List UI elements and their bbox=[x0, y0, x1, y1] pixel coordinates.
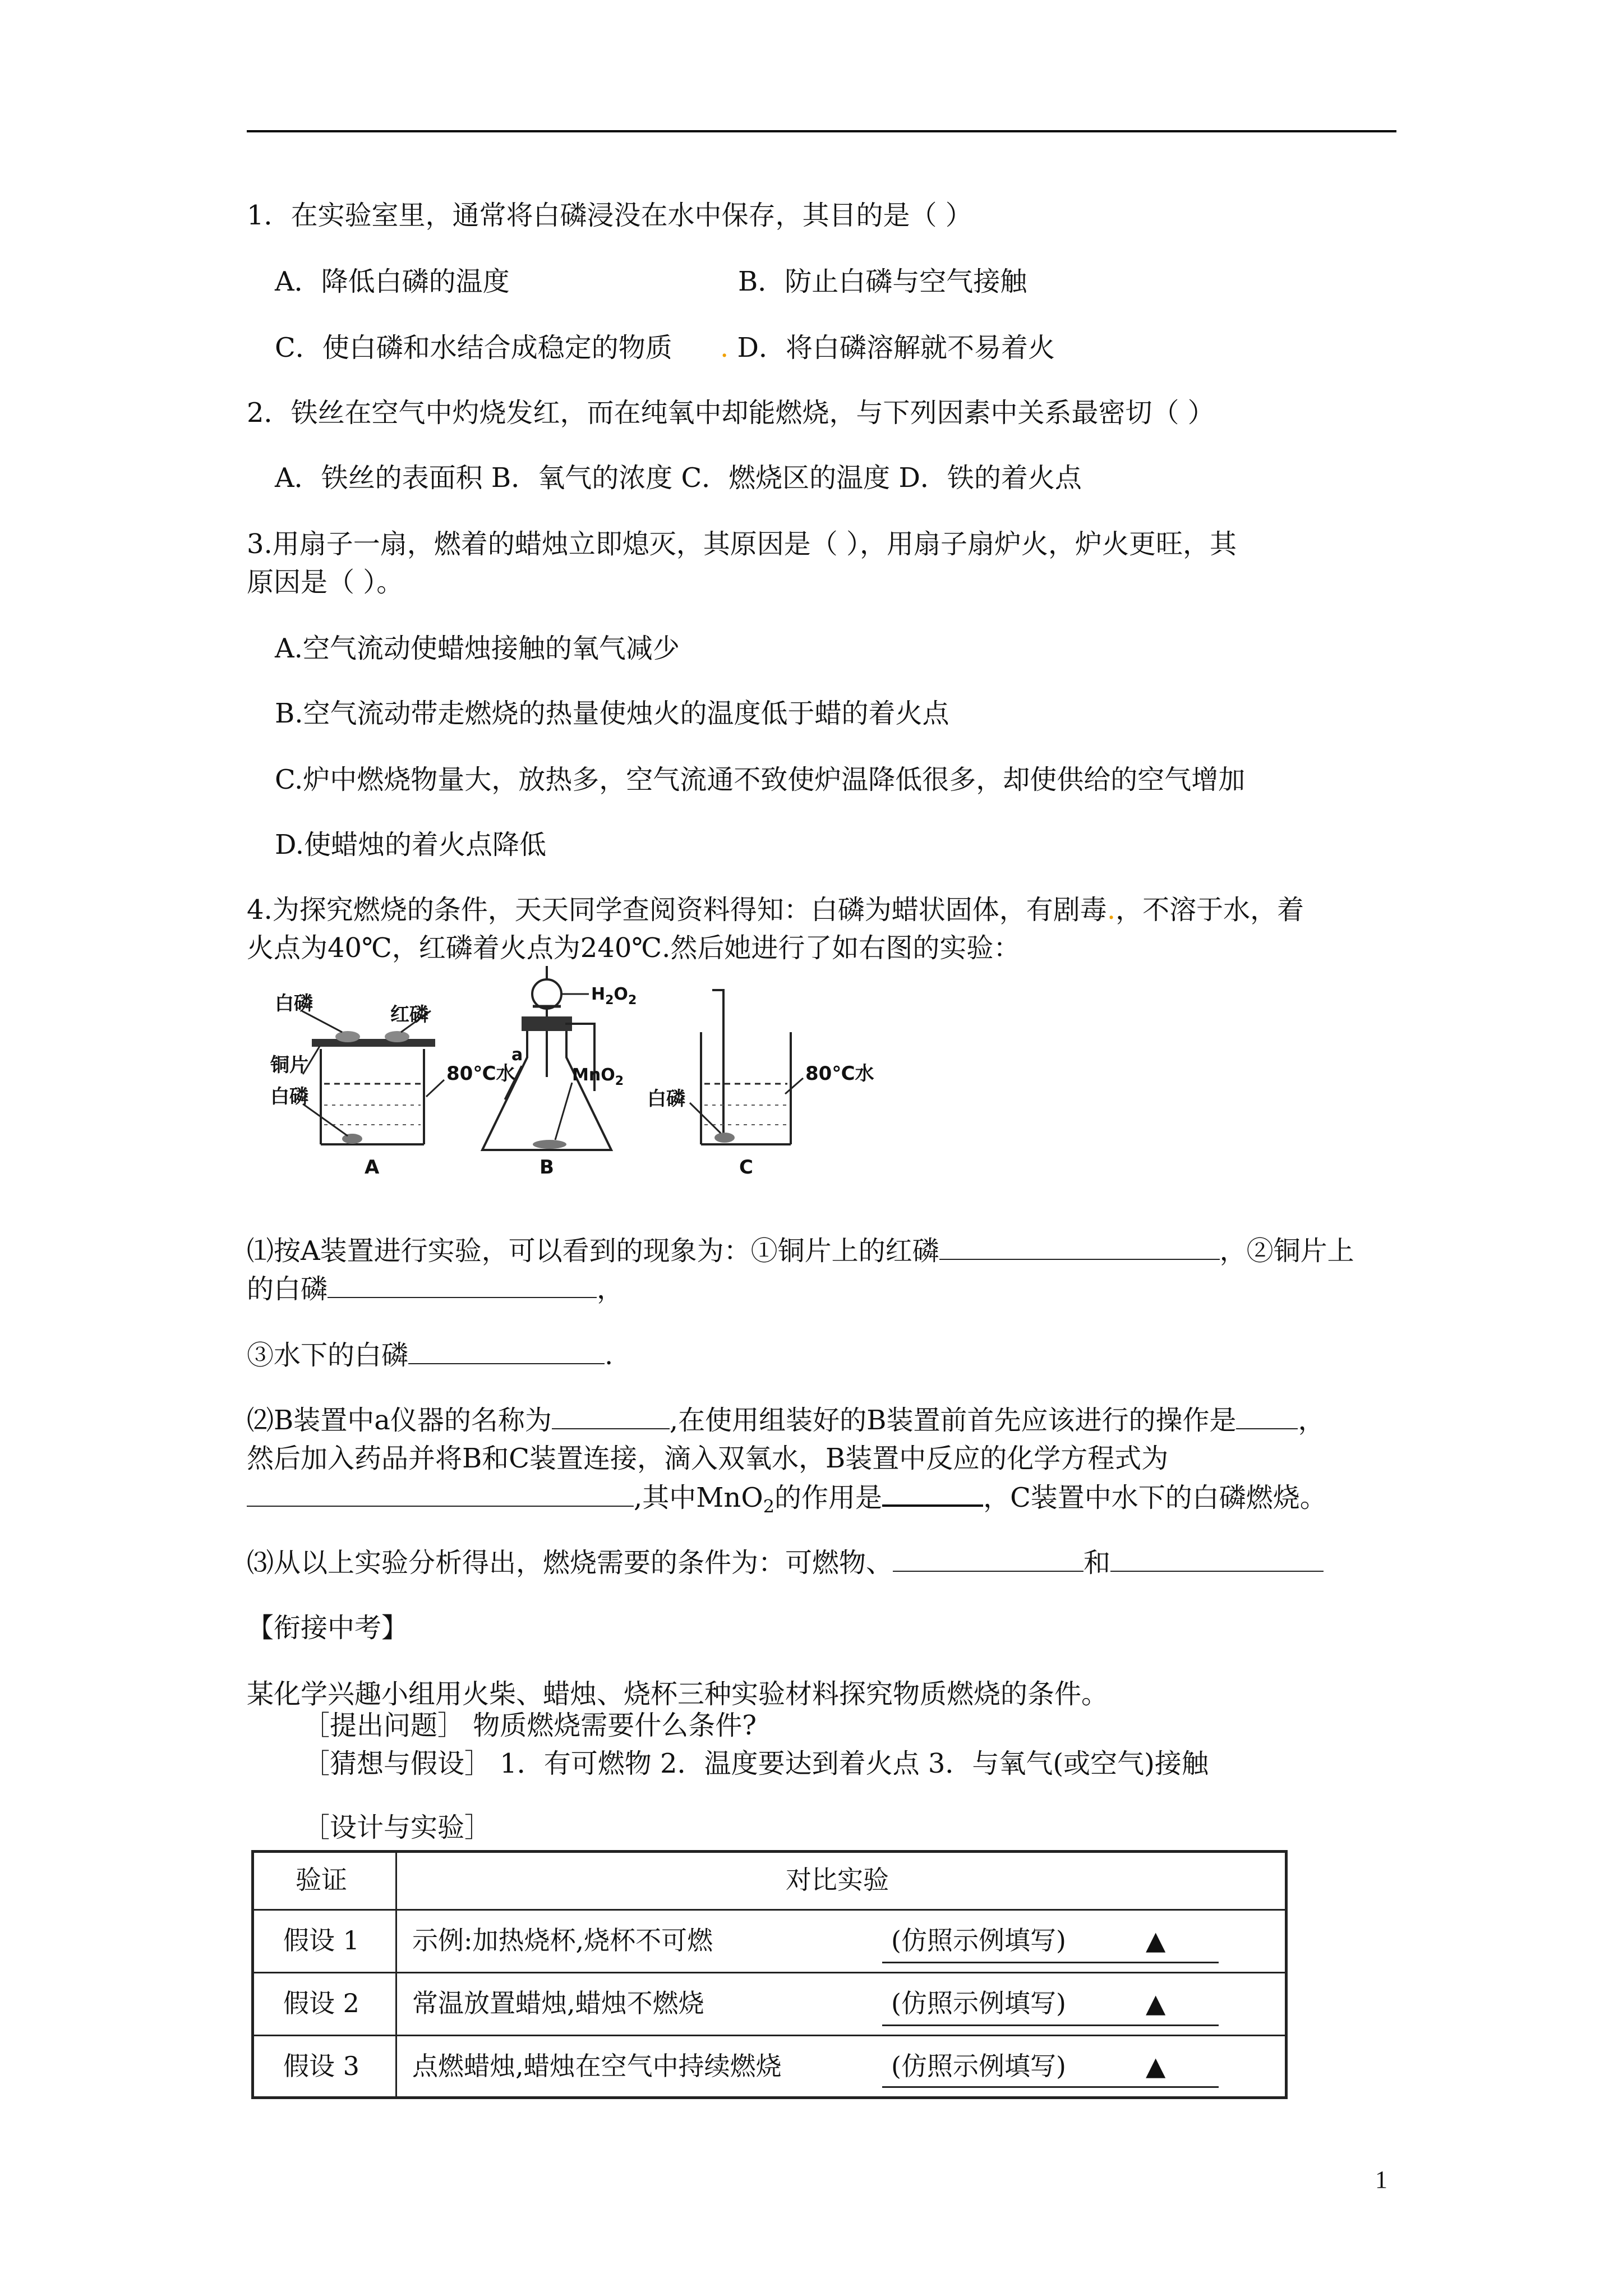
apparatus-a bbox=[270, 992, 515, 1178]
q1-option-d-text: D．将白磷溶解就不易着火 bbox=[737, 332, 1055, 364]
q4-part1-line3 bbox=[247, 1338, 613, 1372]
q1-stem: 1．在实验室里，通常将白磷浸没在水中保存，其目的是（ ） bbox=[247, 200, 972, 231]
table-divider-row2 bbox=[254, 1972, 1285, 1973]
table-divider-vertical bbox=[395, 1853, 397, 2096]
answer-blank-condition-1[interactable] bbox=[893, 1546, 1083, 1572]
answer-blank-underwater-phosphorus[interactable] bbox=[408, 1338, 605, 1364]
separatory-funnel bbox=[532, 979, 561, 1009]
row3-example: 点燃蜡烛,蜡烛在空气中持续燃烧 bbox=[412, 2051, 782, 2081]
answer-blank-red-phosphorus[interactable] bbox=[939, 1234, 1220, 1260]
q1-option-d bbox=[720, 331, 1055, 365]
row2-answer-line[interactable] bbox=[882, 2024, 1219, 2026]
row3-triangle-icon: ▲ bbox=[1146, 2051, 1166, 2081]
inlet-tube bbox=[712, 990, 723, 1133]
q4-part2-line2: 然后加入药品并将B和C装置连接，滴入双氧水，B装置中反应的化学方程式为 bbox=[247, 1443, 1169, 1474]
row2-hint: (仿照示例填写) bbox=[891, 1988, 1066, 2018]
q4-part2-line1 bbox=[247, 1404, 1325, 1437]
label-c-white-phosphorus: 白磷 bbox=[647, 1088, 685, 1110]
row3-hint: (仿照示例填写) bbox=[891, 2051, 1066, 2081]
header-rule bbox=[247, 130, 1396, 132]
section-intro: 某化学兴趣小组用火柴、蜡烛、烧杯三种实验材料探究物质燃烧的条件。 bbox=[247, 1678, 1109, 1710]
stopper bbox=[522, 1016, 572, 1031]
apparatus-c bbox=[647, 990, 874, 1178]
q3-option-b: B.空气流动带走燃烧的热量使烛火的温度低于蜡的着火点 bbox=[275, 698, 949, 729]
q3-stem-2: 原因是（ ）。 bbox=[247, 567, 404, 598]
q4-part1-text-f: . bbox=[605, 1340, 614, 1371]
answer-blank-first-operation[interactable] bbox=[1236, 1404, 1298, 1429]
label-a: A bbox=[365, 1156, 380, 1178]
label-b-a: a bbox=[511, 1045, 523, 1065]
copper-plate bbox=[312, 1039, 435, 1047]
row2-verify: 假设 2 bbox=[283, 1988, 359, 2018]
q4-part1-text-d: ， bbox=[597, 1273, 624, 1305]
mno2-subscript: 2 bbox=[763, 1496, 775, 1517]
label-b-h2o2: $H_2O_2$ bbox=[591, 984, 637, 1007]
label-b-mno2: MnO$_2$ bbox=[572, 1065, 624, 1088]
q1-option-b: B．防止白磷与空气接触 bbox=[738, 266, 1027, 297]
q4-part2-text-e: ,其中MnO bbox=[634, 1482, 763, 1513]
row3-verify: 假设 3 bbox=[283, 2051, 359, 2081]
q4-part2-text-g: ，C装置中水下的白磷燃烧。 bbox=[983, 1482, 1327, 1513]
q4-part2-text-f: 的作用是 bbox=[774, 1482, 883, 1513]
row1-hint: (仿照示例填写) bbox=[891, 1925, 1066, 1955]
label-a-water: 80℃水 bbox=[446, 1062, 515, 1085]
section-title: 【衔接中考】 bbox=[247, 1612, 409, 1644]
q4-part1-text-e: ③水下的白磷 bbox=[247, 1340, 409, 1371]
q2-stem: 2．铁丝在空气中灼烧发红，而在纯氧中却能燃烧，与下列因素中关系最密切（ ） bbox=[247, 397, 1215, 429]
q3-option-d: D.使蜡烛的着火点降低 bbox=[275, 829, 547, 861]
table-header-verify: 验证 bbox=[296, 1865, 347, 1895]
q4-part3-text-a: ⑶从以上实验分析得出，燃烧需要的条件为：可燃物、 bbox=[247, 1547, 893, 1579]
table-divider-row1 bbox=[254, 1909, 1285, 1911]
label-a-white-phosphorus-water: 白磷 bbox=[270, 1085, 308, 1108]
row2-triangle-icon: ▲ bbox=[1146, 1988, 1166, 2018]
answer-blank-instrument-name[interactable] bbox=[552, 1404, 670, 1429]
q4-part1-text-c: 的白磷 bbox=[247, 1273, 328, 1305]
q4-part1-text-b: ，②铜片上 bbox=[1219, 1235, 1354, 1267]
answer-blank-condition-2[interactable] bbox=[1110, 1546, 1324, 1572]
q4-part2-line3 bbox=[247, 1480, 1327, 1524]
answer-blank-mno2-role[interactable] bbox=[882, 1480, 983, 1507]
q3-option-c: C.炉中燃烧物量大，放热多，空气流通不致使炉温降低很多，却使供给的空气增加 bbox=[275, 764, 1246, 795]
q3-option-a: A.空气流动使蜡烛接触的氧气减少 bbox=[275, 633, 680, 664]
section-design: ［设计与实验］ bbox=[303, 1812, 492, 1843]
row2-example: 常温放置蜡烛,蜡烛不燃烧 bbox=[412, 1988, 704, 2018]
q4-stem-1a: 4.为探究燃烧的条件，天天同学查阅资料得知：白磷为蜡状固体，有剧毒 bbox=[247, 894, 1107, 926]
section-question: ［提出问题］ 物质燃烧需要什么条件? bbox=[303, 1710, 757, 1741]
q1-option-c: C．使白磷和水结合成稳定的物质 bbox=[275, 332, 672, 364]
stray-dot: . bbox=[720, 332, 729, 364]
q4-stem-1 bbox=[247, 893, 1304, 927]
row1-answer-line[interactable] bbox=[882, 1962, 1219, 1963]
q4-part2-text-a: ⑵B装置中a仪器的名称为 bbox=[247, 1405, 552, 1436]
apparatus-diagram bbox=[258, 965, 1122, 1178]
q4-part2-text-c: ， bbox=[1298, 1405, 1325, 1436]
label-a-red-phosphorus: 红磷 bbox=[390, 1004, 428, 1026]
label-c: C bbox=[739, 1156, 753, 1178]
q3-stem-1: 3.用扇子一扇，燃着的蜡烛立即熄灭，其原因是（ ），用扇子扇炉火，炉火更旺，其 bbox=[247, 528, 1237, 560]
row1-triangle-icon: ▲ bbox=[1146, 1925, 1166, 1955]
label-a-copper: 铜片 bbox=[270, 1054, 308, 1076]
table-header-compare: 对比实验 bbox=[786, 1865, 889, 1895]
q4-part1-text-a: ⑴按A装置进行实验，可以看到的现象为：①铜片上的红磷 bbox=[247, 1235, 939, 1267]
label-a-white-phosphorus: 白磷 bbox=[275, 992, 313, 1015]
q1-option-a: A．降低白磷的温度 bbox=[275, 266, 510, 297]
q4-stem-2: 火点为40℃，红磷着火点为240℃.然后她进行了如右图的实验： bbox=[247, 932, 1021, 964]
q2-options: A．铁丝的表面积 B．氧气的浓度 C．燃烧区的温度 D．铁的着火点 bbox=[275, 462, 1082, 494]
label-c-water: 80℃水 bbox=[805, 1062, 874, 1085]
q4-part1-line2 bbox=[247, 1272, 624, 1306]
answer-blank-white-phosphorus[interactable] bbox=[328, 1272, 597, 1298]
table-divider-row3 bbox=[254, 2035, 1285, 2036]
row3-answer-line[interactable] bbox=[882, 2086, 1219, 2088]
stray-dot: . bbox=[1106, 894, 1116, 926]
page-number: 1 bbox=[1375, 2166, 1387, 2193]
row1-verify: 假设 1 bbox=[283, 1925, 359, 1955]
experiment-figure bbox=[258, 965, 1122, 1178]
answer-blank-equation[interactable] bbox=[247, 1481, 634, 1507]
q4-part2-text-b: ,在使用组装好的B装置前首先应该进行的操作是 bbox=[669, 1405, 1237, 1436]
q4-part3-text-b: 和 bbox=[1083, 1547, 1111, 1579]
label-b: B bbox=[540, 1156, 554, 1178]
q4-part1-line1 bbox=[247, 1234, 1354, 1268]
experiment-table bbox=[251, 1850, 1288, 2099]
q4-part3 bbox=[247, 1546, 1324, 1580]
section-hypothesis: ［猜想与假设］ 1．有可燃物 2．温度要达到着火点 3．与氧气(或空气)接触 bbox=[303, 1748, 1209, 1779]
q4-stem-1b: ，不溶于水，着 bbox=[1115, 894, 1304, 926]
row1-example: 示例:加热烧杯,烧杯不可燃 bbox=[412, 1925, 713, 1955]
